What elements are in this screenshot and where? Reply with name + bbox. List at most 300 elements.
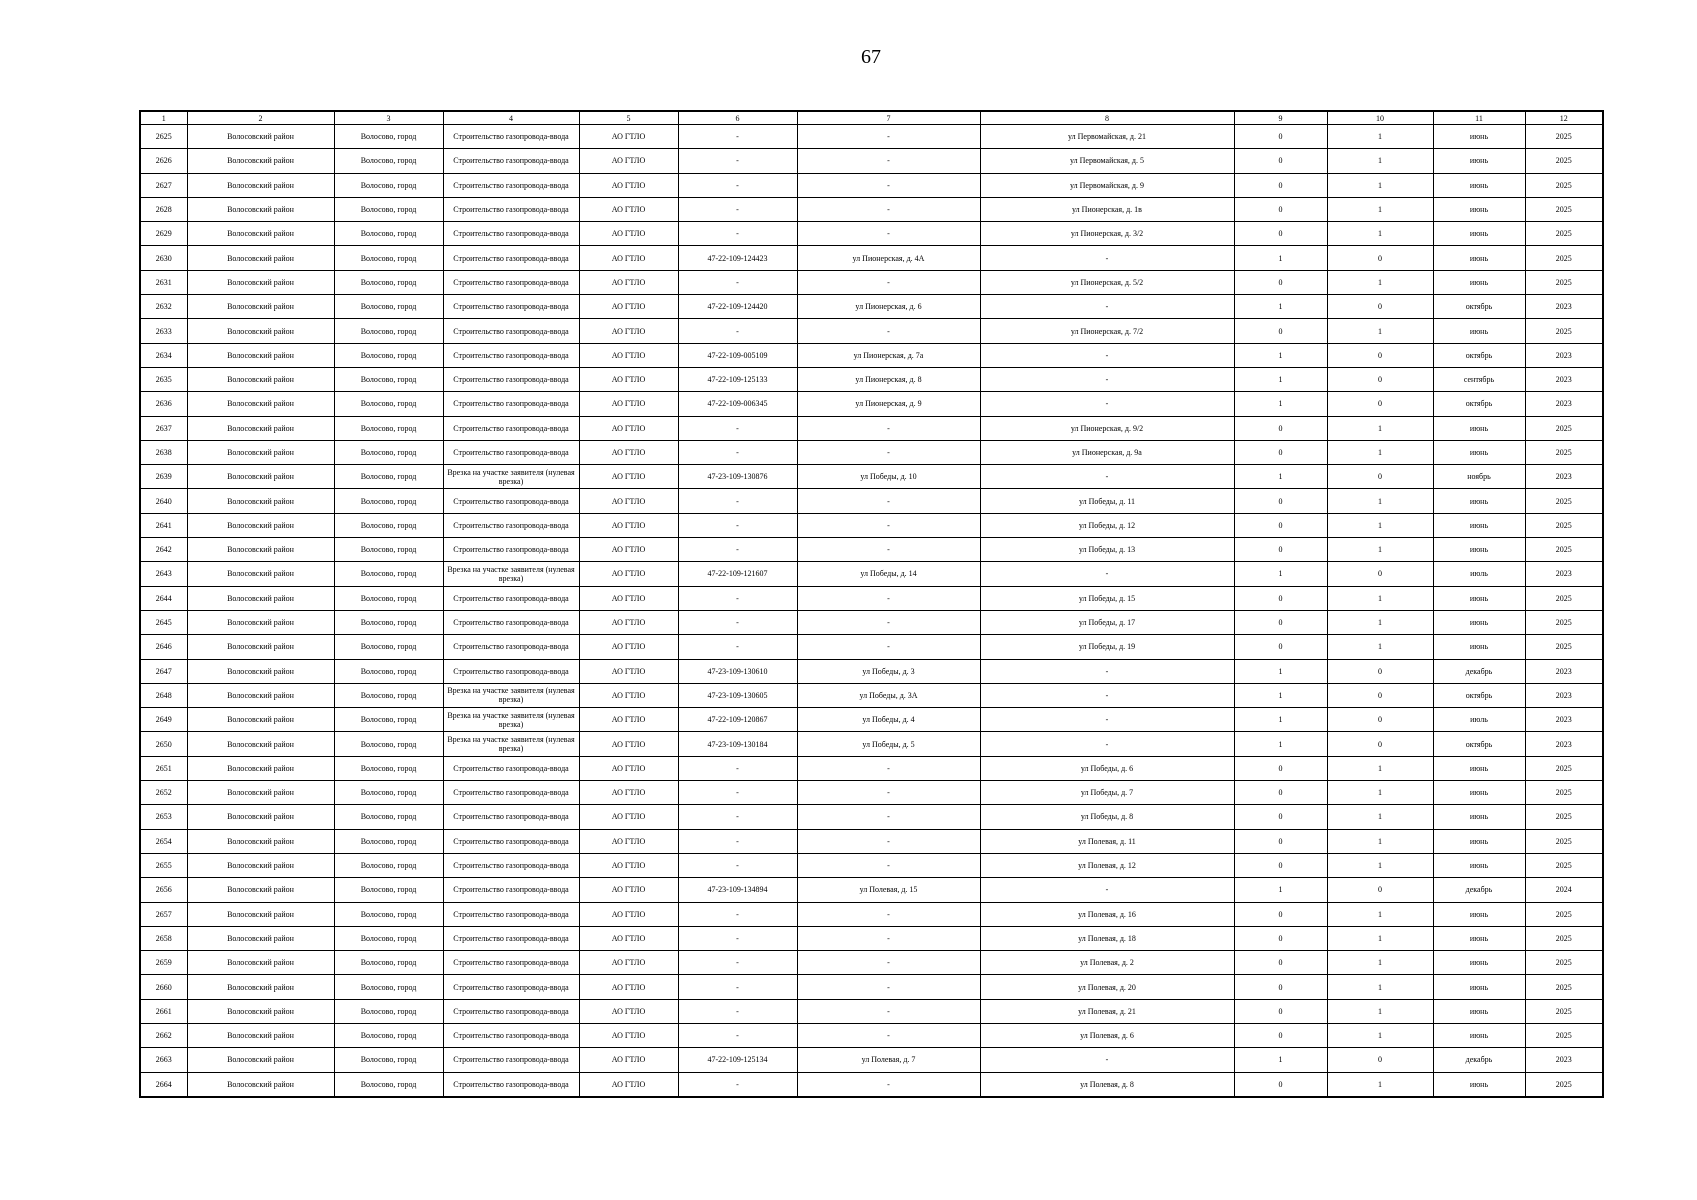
count-a-cell: 0 bbox=[1234, 270, 1327, 294]
row-number-cell: 2629 bbox=[140, 222, 187, 246]
district-cell: Волосовский район bbox=[187, 1048, 334, 1072]
settlement-cell: Волосово, город bbox=[334, 586, 443, 610]
year-cell: 2023 bbox=[1525, 367, 1603, 391]
count-a-cell: 1 bbox=[1234, 1048, 1327, 1072]
count-a-cell: 0 bbox=[1234, 975, 1327, 999]
organization-cell: АО ГТЛО bbox=[579, 367, 678, 391]
row-number-cell: 2652 bbox=[140, 781, 187, 805]
column-number-header: 7 bbox=[797, 111, 980, 125]
address-cell: ул Полевая, д. 6 bbox=[980, 1023, 1234, 1047]
organization-cell: АО ГТЛО bbox=[579, 465, 678, 489]
month-cell: октябрь bbox=[1433, 732, 1525, 756]
district-cell: Волосовский район bbox=[187, 367, 334, 391]
settlement-cell: Волосово, город bbox=[334, 513, 443, 537]
table-row bbox=[140, 416, 1603, 440]
cadastral-number-cell: - bbox=[678, 902, 797, 926]
month-cell: октябрь bbox=[1433, 343, 1525, 367]
column-number-header: 10 bbox=[1327, 111, 1433, 125]
count-b-cell: 1 bbox=[1327, 125, 1433, 149]
year-cell: 2025 bbox=[1525, 173, 1603, 197]
address-object-cell: - bbox=[797, 926, 980, 950]
table-row bbox=[140, 562, 1603, 586]
address-cell: ул Пионерская, д. 5/2 bbox=[980, 270, 1234, 294]
organization-cell: АО ГТЛО bbox=[579, 319, 678, 343]
count-b-cell: 0 bbox=[1327, 367, 1433, 391]
settlement-cell: Волосово, город bbox=[334, 708, 443, 732]
work-type-cell: Строительство газопровода-ввода bbox=[443, 489, 579, 513]
count-b-cell: 0 bbox=[1327, 708, 1433, 732]
count-b-cell: 1 bbox=[1327, 756, 1433, 780]
count-a-cell: 0 bbox=[1234, 149, 1327, 173]
column-number-header: 9 bbox=[1234, 111, 1327, 125]
address-object-cell: ул Победы, д. 10 bbox=[797, 465, 980, 489]
count-a-cell: 0 bbox=[1234, 902, 1327, 926]
settlement-cell: Волосово, город bbox=[334, 197, 443, 221]
work-type-cell: Строительство газопровода-ввода bbox=[443, 781, 579, 805]
table-row bbox=[140, 805, 1603, 829]
table-row bbox=[140, 246, 1603, 270]
year-cell: 2025 bbox=[1525, 270, 1603, 294]
year-cell: 2025 bbox=[1525, 1072, 1603, 1097]
count-b-cell: 0 bbox=[1327, 246, 1433, 270]
table-row bbox=[140, 829, 1603, 853]
settlement-cell: Волосово, город bbox=[334, 829, 443, 853]
month-cell: июнь bbox=[1433, 586, 1525, 610]
work-type-cell: Строительство газопровода-ввода bbox=[443, 1072, 579, 1097]
count-b-cell: 0 bbox=[1327, 343, 1433, 367]
district-cell: Волосовский район bbox=[187, 538, 334, 562]
settlement-cell: Волосово, город bbox=[334, 1023, 443, 1047]
column-number-header: 4 bbox=[443, 111, 579, 125]
count-a-cell: 1 bbox=[1234, 732, 1327, 756]
work-type-cell: Строительство газопровода-ввода bbox=[443, 246, 579, 270]
count-b-cell: 1 bbox=[1327, 1023, 1433, 1047]
work-type-cell: Строительство газопровода-ввода bbox=[443, 926, 579, 950]
count-b-cell: 0 bbox=[1327, 878, 1433, 902]
district-cell: Волосовский район bbox=[187, 440, 334, 464]
count-b-cell: 1 bbox=[1327, 805, 1433, 829]
gas-connection-registry-table bbox=[139, 110, 1604, 1098]
district-cell: Волосовский район bbox=[187, 562, 334, 586]
cadastral-number-cell: - bbox=[678, 829, 797, 853]
address-cell: ул Пионерская, д. 9а bbox=[980, 440, 1234, 464]
count-a-cell: 1 bbox=[1234, 367, 1327, 391]
cadastral-number-cell: - bbox=[678, 125, 797, 149]
district-cell: Волосовский район bbox=[187, 732, 334, 756]
address-cell: ул Полевая, д. 20 bbox=[980, 975, 1234, 999]
address-object-cell: ул Победы, д. 3 bbox=[797, 659, 980, 683]
year-cell: 2024 bbox=[1525, 878, 1603, 902]
address-object-cell: ул Пионерская, д. 7а bbox=[797, 343, 980, 367]
year-cell: 2025 bbox=[1525, 222, 1603, 246]
organization-cell: АО ГТЛО bbox=[579, 829, 678, 853]
address-object-cell: - bbox=[797, 440, 980, 464]
cadastral-number-cell: 47-23-109-134894 bbox=[678, 878, 797, 902]
district-cell: Волосовский район bbox=[187, 610, 334, 634]
address-object-cell: - bbox=[797, 489, 980, 513]
row-number-cell: 2628 bbox=[140, 197, 187, 221]
address-cell: - bbox=[980, 708, 1234, 732]
work-type-cell: Строительство газопровода-ввода bbox=[443, 319, 579, 343]
count-a-cell: 0 bbox=[1234, 416, 1327, 440]
organization-cell: АО ГТЛО bbox=[579, 562, 678, 586]
column-number-header: 5 bbox=[579, 111, 678, 125]
cadastral-number-cell: 47-22-109-125134 bbox=[678, 1048, 797, 1072]
organization-cell: АО ГТЛО bbox=[579, 173, 678, 197]
address-cell: - bbox=[980, 659, 1234, 683]
cadastral-number-cell: 47-22-109-120867 bbox=[678, 708, 797, 732]
count-a-cell: 0 bbox=[1234, 513, 1327, 537]
district-cell: Волосовский район bbox=[187, 829, 334, 853]
table-row bbox=[140, 440, 1603, 464]
work-type-cell: Врезка на участке заявителя (нулевая врезка) bbox=[443, 562, 579, 586]
work-type-cell: Строительство газопровода-ввода bbox=[443, 173, 579, 197]
work-type-cell: Строительство газопровода-ввода bbox=[443, 951, 579, 975]
cadastral-number-cell: 47-22-109-124423 bbox=[678, 246, 797, 270]
settlement-cell: Волосово, город bbox=[334, 878, 443, 902]
month-cell: июнь bbox=[1433, 926, 1525, 950]
settlement-cell: Волосово, город bbox=[334, 392, 443, 416]
work-type-cell: Строительство газопровода-ввода bbox=[443, 902, 579, 926]
row-number-cell: 2625 bbox=[140, 125, 187, 149]
year-cell: 2025 bbox=[1525, 513, 1603, 537]
settlement-cell: Волосово, город bbox=[334, 610, 443, 634]
count-b-cell: 1 bbox=[1327, 951, 1433, 975]
count-b-cell: 0 bbox=[1327, 1048, 1433, 1072]
table-row bbox=[140, 756, 1603, 780]
address-cell: ул Победы, д. 6 bbox=[980, 756, 1234, 780]
work-type-cell: Строительство газопровода-ввода bbox=[443, 343, 579, 367]
settlement-cell: Волосово, город bbox=[334, 1072, 443, 1097]
count-b-cell: 1 bbox=[1327, 319, 1433, 343]
year-cell: 2025 bbox=[1525, 999, 1603, 1023]
month-cell: июнь bbox=[1433, 805, 1525, 829]
year-cell: 2023 bbox=[1525, 659, 1603, 683]
year-cell: 2025 bbox=[1525, 853, 1603, 877]
table-row bbox=[140, 1048, 1603, 1072]
row-number-cell: 2642 bbox=[140, 538, 187, 562]
table-row bbox=[140, 125, 1603, 149]
table-row bbox=[140, 489, 1603, 513]
settlement-cell: Волосово, город bbox=[334, 853, 443, 877]
count-a-cell: 0 bbox=[1234, 1023, 1327, 1047]
month-cell: июнь bbox=[1433, 489, 1525, 513]
month-cell: июнь bbox=[1433, 756, 1525, 780]
address-object-cell: - bbox=[797, 149, 980, 173]
work-type-cell: Строительство газопровода-ввода bbox=[443, 1048, 579, 1072]
address-cell: ул Полевая, д. 16 bbox=[980, 902, 1234, 926]
address-cell: ул Первомайская, д. 9 bbox=[980, 173, 1234, 197]
settlement-cell: Волосово, город bbox=[334, 367, 443, 391]
row-number-cell: 2627 bbox=[140, 173, 187, 197]
count-a-cell: 1 bbox=[1234, 659, 1327, 683]
year-cell: 2023 bbox=[1525, 295, 1603, 319]
year-cell: 2025 bbox=[1525, 781, 1603, 805]
address-object-cell: - bbox=[797, 1072, 980, 1097]
address-cell: ул Полевая, д. 18 bbox=[980, 926, 1234, 950]
address-object-cell: - bbox=[797, 586, 980, 610]
count-a-cell: 0 bbox=[1234, 926, 1327, 950]
table-row bbox=[140, 295, 1603, 319]
address-object-cell: - bbox=[797, 829, 980, 853]
work-type-cell: Врезка на участке заявителя (нулевая врезка) bbox=[443, 732, 579, 756]
address-cell: - bbox=[980, 878, 1234, 902]
table-row bbox=[140, 392, 1603, 416]
organization-cell: АО ГТЛО bbox=[579, 853, 678, 877]
settlement-cell: Волосово, город bbox=[334, 659, 443, 683]
address-object-cell: - bbox=[797, 319, 980, 343]
district-cell: Волосовский район bbox=[187, 635, 334, 659]
settlement-cell: Волосово, город bbox=[334, 562, 443, 586]
count-b-cell: 1 bbox=[1327, 149, 1433, 173]
year-cell: 2025 bbox=[1525, 489, 1603, 513]
count-b-cell: 1 bbox=[1327, 926, 1433, 950]
district-cell: Волосовский район bbox=[187, 902, 334, 926]
district-cell: Волосовский район bbox=[187, 586, 334, 610]
cadastral-number-cell: - bbox=[678, 319, 797, 343]
address-cell: - bbox=[980, 367, 1234, 391]
column-number-header: 12 bbox=[1525, 111, 1603, 125]
district-cell: Волосовский район bbox=[187, 513, 334, 537]
settlement-cell: Волосово, город bbox=[334, 975, 443, 999]
work-type-cell: Строительство газопровода-ввода bbox=[443, 513, 579, 537]
year-cell: 2025 bbox=[1525, 805, 1603, 829]
cadastral-number-cell: - bbox=[678, 1072, 797, 1097]
work-type-cell: Врезка на участке заявителя (нулевая врезка) bbox=[443, 683, 579, 707]
address-object-cell: - bbox=[797, 270, 980, 294]
table-row bbox=[140, 951, 1603, 975]
table-row bbox=[140, 659, 1603, 683]
month-cell: октябрь bbox=[1433, 683, 1525, 707]
table-row bbox=[140, 975, 1603, 999]
work-type-cell: Строительство газопровода-ввода bbox=[443, 416, 579, 440]
district-cell: Волосовский район bbox=[187, 999, 334, 1023]
organization-cell: АО ГТЛО bbox=[579, 951, 678, 975]
cadastral-number-cell: - bbox=[678, 197, 797, 221]
organization-cell: АО ГТЛО bbox=[579, 926, 678, 950]
settlement-cell: Волосово, город bbox=[334, 125, 443, 149]
work-type-cell: Строительство газопровода-ввода bbox=[443, 635, 579, 659]
row-number-cell: 2636 bbox=[140, 392, 187, 416]
count-a-cell: 0 bbox=[1234, 538, 1327, 562]
year-cell: 2025 bbox=[1525, 975, 1603, 999]
organization-cell: АО ГТЛО bbox=[579, 635, 678, 659]
month-cell: июль bbox=[1433, 562, 1525, 586]
year-cell: 2023 bbox=[1525, 343, 1603, 367]
district-cell: Волосовский район bbox=[187, 853, 334, 877]
cadastral-number-cell: 47-22-109-121607 bbox=[678, 562, 797, 586]
district-cell: Волосовский район bbox=[187, 246, 334, 270]
cadastral-number-cell: - bbox=[678, 416, 797, 440]
month-cell: июнь bbox=[1433, 538, 1525, 562]
year-cell: 2023 bbox=[1525, 562, 1603, 586]
month-cell: июнь bbox=[1433, 222, 1525, 246]
address-object-cell: - bbox=[797, 1023, 980, 1047]
count-b-cell: 1 bbox=[1327, 829, 1433, 853]
month-cell: сентябрь bbox=[1433, 367, 1525, 391]
organization-cell: АО ГТЛО bbox=[579, 659, 678, 683]
address-cell: ул Победы, д. 15 bbox=[980, 586, 1234, 610]
year-cell: 2023 bbox=[1525, 1048, 1603, 1072]
address-cell: ул Полевая, д. 11 bbox=[980, 829, 1234, 853]
month-cell: июнь bbox=[1433, 853, 1525, 877]
row-number-cell: 2653 bbox=[140, 805, 187, 829]
count-a-cell: 0 bbox=[1234, 222, 1327, 246]
count-b-cell: 1 bbox=[1327, 489, 1433, 513]
work-type-cell: Врезка на участке заявителя (нулевая врезка) bbox=[443, 465, 579, 489]
address-cell: ул Первомайская, д. 21 bbox=[980, 125, 1234, 149]
column-number-header: 2 bbox=[187, 111, 334, 125]
cadastral-number-cell: 47-22-109-006345 bbox=[678, 392, 797, 416]
settlement-cell: Волосово, город bbox=[334, 149, 443, 173]
district-cell: Волосовский район bbox=[187, 951, 334, 975]
count-b-cell: 1 bbox=[1327, 1072, 1433, 1097]
table-row bbox=[140, 610, 1603, 634]
row-number-cell: 2635 bbox=[140, 367, 187, 391]
district-cell: Волосовский район bbox=[187, 1023, 334, 1047]
table-row bbox=[140, 222, 1603, 246]
count-a-cell: 0 bbox=[1234, 853, 1327, 877]
year-cell: 2025 bbox=[1525, 951, 1603, 975]
organization-cell: АО ГТЛО bbox=[579, 683, 678, 707]
organization-cell: АО ГТЛО bbox=[579, 781, 678, 805]
address-cell: - bbox=[980, 732, 1234, 756]
count-a-cell: 0 bbox=[1234, 586, 1327, 610]
cadastral-number-cell: - bbox=[678, 610, 797, 634]
work-type-cell: Строительство газопровода-ввода bbox=[443, 853, 579, 877]
organization-cell: АО ГТЛО bbox=[579, 732, 678, 756]
row-number-cell: 2640 bbox=[140, 489, 187, 513]
row-number-cell: 2630 bbox=[140, 246, 187, 270]
table-row bbox=[140, 465, 1603, 489]
table-row bbox=[140, 367, 1603, 391]
district-cell: Волосовский район bbox=[187, 781, 334, 805]
count-b-cell: 1 bbox=[1327, 416, 1433, 440]
work-type-cell: Врезка на участке заявителя (нулевая врезка) bbox=[443, 708, 579, 732]
organization-cell: АО ГТЛО bbox=[579, 222, 678, 246]
organization-cell: АО ГТЛО bbox=[579, 295, 678, 319]
work-type-cell: Строительство газопровода-ввода bbox=[443, 270, 579, 294]
month-cell: июнь bbox=[1433, 975, 1525, 999]
address-cell: ул Победы, д. 13 bbox=[980, 538, 1234, 562]
district-cell: Волосовский район bbox=[187, 878, 334, 902]
cadastral-number-cell: - bbox=[678, 149, 797, 173]
address-object-cell: ул Победы, д. 5 bbox=[797, 732, 980, 756]
work-type-cell: Строительство газопровода-ввода bbox=[443, 878, 579, 902]
work-type-cell: Строительство газопровода-ввода bbox=[443, 367, 579, 391]
organization-cell: АО ГТЛО bbox=[579, 1072, 678, 1097]
year-cell: 2025 bbox=[1525, 1023, 1603, 1047]
address-cell: ул Пионерская, д. 1в bbox=[980, 197, 1234, 221]
cadastral-number-cell: - bbox=[678, 270, 797, 294]
month-cell: декабрь bbox=[1433, 659, 1525, 683]
column-number-header: 3 bbox=[334, 111, 443, 125]
organization-cell: АО ГТЛО bbox=[579, 1048, 678, 1072]
row-number-cell: 2639 bbox=[140, 465, 187, 489]
settlement-cell: Волосово, город bbox=[334, 173, 443, 197]
district-cell: Волосовский район bbox=[187, 1072, 334, 1097]
count-a-cell: 0 bbox=[1234, 951, 1327, 975]
cadastral-number-cell: - bbox=[678, 1023, 797, 1047]
address-cell: ул Полевая, д. 8 bbox=[980, 1072, 1234, 1097]
cadastral-number-cell: - bbox=[678, 951, 797, 975]
row-number-cell: 2637 bbox=[140, 416, 187, 440]
year-cell: 2023 bbox=[1525, 465, 1603, 489]
settlement-cell: Волосово, город bbox=[334, 951, 443, 975]
address-cell: ул Победы, д. 7 bbox=[980, 781, 1234, 805]
count-a-cell: 1 bbox=[1234, 708, 1327, 732]
district-cell: Волосовский район bbox=[187, 489, 334, 513]
month-cell: июнь bbox=[1433, 416, 1525, 440]
organization-cell: АО ГТЛО bbox=[579, 878, 678, 902]
district-cell: Волосовский район bbox=[187, 343, 334, 367]
count-b-cell: 1 bbox=[1327, 513, 1433, 537]
month-cell: июнь bbox=[1433, 610, 1525, 634]
table-row bbox=[140, 878, 1603, 902]
address-object-cell: - bbox=[797, 416, 980, 440]
year-cell: 2025 bbox=[1525, 538, 1603, 562]
year-cell: 2025 bbox=[1525, 149, 1603, 173]
count-a-cell: 1 bbox=[1234, 392, 1327, 416]
work-type-cell: Строительство газопровода-ввода bbox=[443, 975, 579, 999]
month-cell: декабрь bbox=[1433, 1048, 1525, 1072]
year-cell: 2025 bbox=[1525, 440, 1603, 464]
address-object-cell: ул Пионерская, д. 9 bbox=[797, 392, 980, 416]
row-number-cell: 2654 bbox=[140, 829, 187, 853]
settlement-cell: Волосово, город bbox=[334, 222, 443, 246]
row-number-cell: 2648 bbox=[140, 683, 187, 707]
table-row bbox=[140, 270, 1603, 294]
address-cell: - bbox=[980, 246, 1234, 270]
year-cell: 2025 bbox=[1525, 125, 1603, 149]
address-object-cell: - bbox=[797, 999, 980, 1023]
address-object-cell: ул Пионерская, д. 8 bbox=[797, 367, 980, 391]
address-cell: - bbox=[980, 343, 1234, 367]
count-a-cell: 1 bbox=[1234, 465, 1327, 489]
row-number-cell: 2644 bbox=[140, 586, 187, 610]
row-number-cell: 2660 bbox=[140, 975, 187, 999]
column-number-header: 8 bbox=[980, 111, 1234, 125]
month-cell: июнь bbox=[1433, 149, 1525, 173]
table-row bbox=[140, 999, 1603, 1023]
settlement-cell: Волосово, город bbox=[334, 683, 443, 707]
address-object-cell: ул Победы, д. 4 bbox=[797, 708, 980, 732]
table-row bbox=[140, 1023, 1603, 1047]
month-cell: июнь bbox=[1433, 829, 1525, 853]
address-object-cell: - bbox=[797, 538, 980, 562]
address-object-cell: - bbox=[797, 635, 980, 659]
cadastral-number-cell: - bbox=[678, 489, 797, 513]
organization-cell: АО ГТЛО bbox=[579, 489, 678, 513]
work-type-cell: Строительство газопровода-ввода bbox=[443, 149, 579, 173]
count-b-cell: 1 bbox=[1327, 538, 1433, 562]
organization-cell: АО ГТЛО bbox=[579, 975, 678, 999]
address-cell: - bbox=[980, 465, 1234, 489]
district-cell: Волосовский район bbox=[187, 222, 334, 246]
table-row bbox=[140, 926, 1603, 950]
settlement-cell: Волосово, город bbox=[334, 732, 443, 756]
count-b-cell: 1 bbox=[1327, 440, 1433, 464]
row-number-cell: 2658 bbox=[140, 926, 187, 950]
row-number-cell: 2656 bbox=[140, 878, 187, 902]
count-b-cell: 0 bbox=[1327, 732, 1433, 756]
organization-cell: АО ГТЛО bbox=[579, 902, 678, 926]
row-number-cell: 2651 bbox=[140, 756, 187, 780]
cadastral-number-cell: - bbox=[678, 805, 797, 829]
cadastral-number-cell: - bbox=[678, 756, 797, 780]
settlement-cell: Волосово, город bbox=[334, 270, 443, 294]
address-object-cell: - bbox=[797, 222, 980, 246]
